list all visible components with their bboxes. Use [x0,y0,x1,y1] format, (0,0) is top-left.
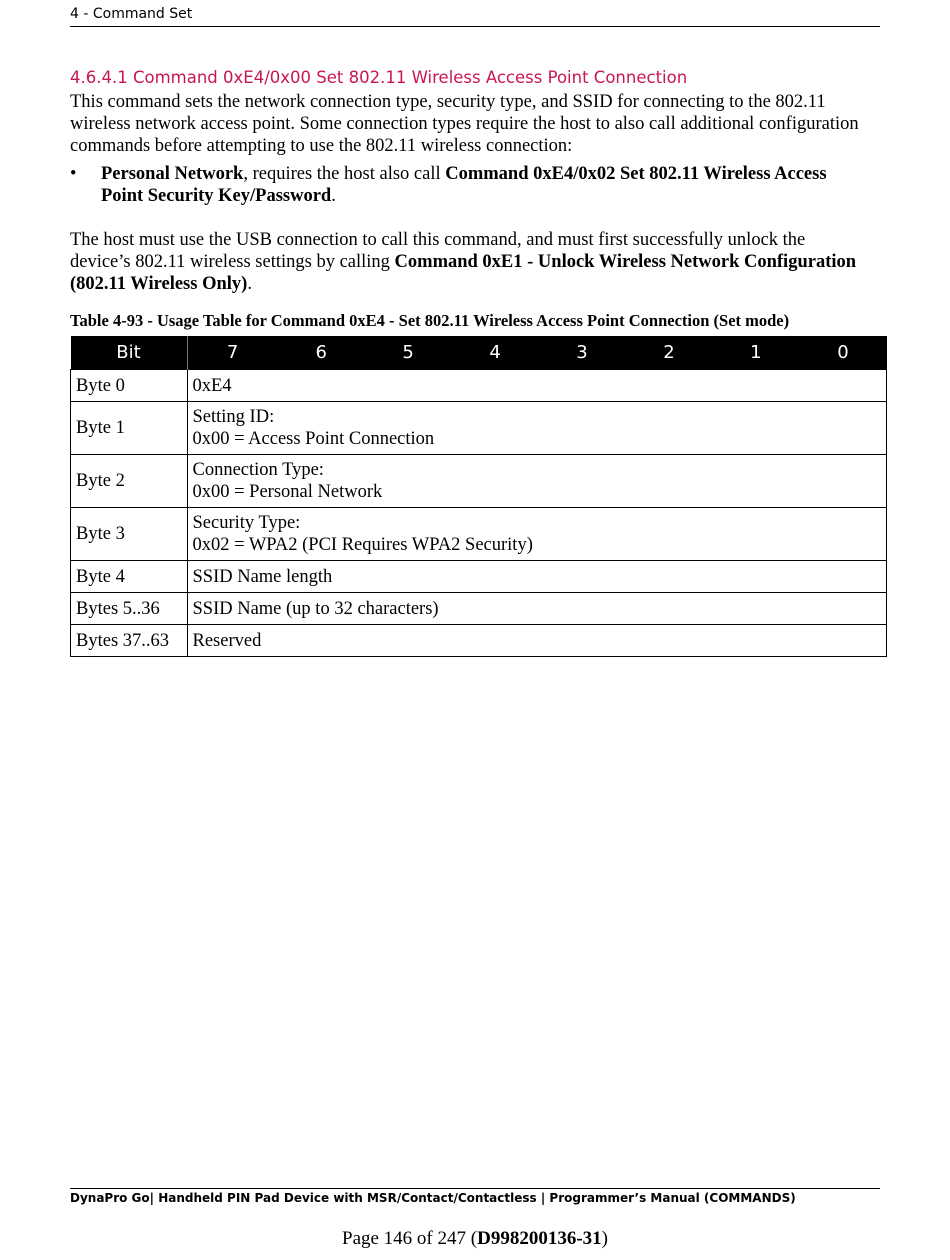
page-number [0,1228,950,1250]
description-line: Setting ID: [192,407,275,427]
table-row [71,455,887,508]
byte-description [187,402,887,455]
header-bit: 3 [539,336,626,370]
byte-description [187,625,887,657]
header-bit: 0 [799,336,886,370]
description-line: Security Type: [192,513,301,533]
description-line: Connection Type: [192,460,324,480]
byte-description [187,593,887,625]
usb-note-text-2: . [247,274,252,294]
byte-description [187,561,887,593]
intro-paragraph: This command sets the network connection type, security type, and SSID for connecting to the 802.11 wireless network access point. Some connection types require the host to also call additional configuration commands before attempting to use the 802.11 wireless connection: [70,92,859,156]
bullet-text [101,163,870,207]
byte-label: Byte 4 [71,561,188,593]
byte-label: Byte 0 [71,370,188,402]
description-line: 0x00 = Access Point Connection [192,429,435,449]
header-bit: 5 [365,336,452,370]
table-row [71,625,887,657]
byte-label: Byte 3 [71,508,188,561]
description-line: SSID Name (up to 32 characters) [192,598,439,619]
description-line: 0x00 = Personal Network [192,482,383,502]
byte-label: Byte 1 [71,402,188,455]
table-row [71,593,887,625]
description-line: 0xE4 [192,375,232,396]
header-bit: 7 [187,336,278,370]
usb-note-text-1: The host must use the USB connection to call this command, and must first successfully unlock the device’s 802.11 wireless settings by calling [70,230,806,272]
running-footer: DynaPro Go| Handheld PIN Pad Device with MSR/Contact/Contactless | Programmer’s Manual (COMMANDS) [70,1188,880,1205]
table-row [71,561,887,593]
byte-label: Byte 2 [71,455,188,508]
description-line: Reserved [192,630,262,651]
bullet-text-1: , requires the host also call [243,164,446,184]
table-row [71,508,887,561]
bullet-term: Personal Network [101,164,244,184]
header-bit-label: Bit [71,336,188,370]
header-bit: 2 [625,336,712,370]
byte-label: Bytes 37..63 [71,625,188,657]
usage-table [70,336,887,657]
description-line: 0x02 = WPA2 (PCI Requires WPA2 Security) [192,535,533,555]
table-caption: Table 4-93 - Usage Table for Command 0xE4 - Set 802.11 Wireless Access Point Connection (Set mode) [70,311,790,330]
byte-description [187,508,887,561]
bullet-item [70,163,870,207]
header-bit: 4 [452,336,539,370]
byte-description [187,455,887,508]
page-close: ) [601,1228,608,1249]
table-row [71,370,887,402]
bullet-command-ref: Command 0xE4/0x02 Set 802.11 Wireless Access Point Security Key/Password [101,164,827,206]
header-bit: 1 [712,336,799,370]
usb-note-command-ref: Command 0xE1 - Unlock Wireless Network Configuration (802.11 Wireless Only) [70,252,857,294]
byte-description [187,370,887,402]
table-row [71,402,887,455]
usb-note-paragraph [70,229,870,295]
running-header: 4 - Command Set [70,6,880,27]
bullet-text-2: . [331,186,336,206]
page-text: Page 146 of 247 ( [342,1228,478,1249]
doc-number: D998200136-31 [477,1228,602,1249]
description-line: SSID Name length [192,566,333,587]
section-heading: 4.6.4.1 Command 0xE4/0x00 Set 802.11 Wireless Access Point Connection [70,68,688,87]
header-bit: 6 [278,336,365,370]
bullet-dot-icon: • [70,164,77,184]
table-header-row [71,336,887,370]
byte-label: Bytes 5..36 [71,593,188,625]
